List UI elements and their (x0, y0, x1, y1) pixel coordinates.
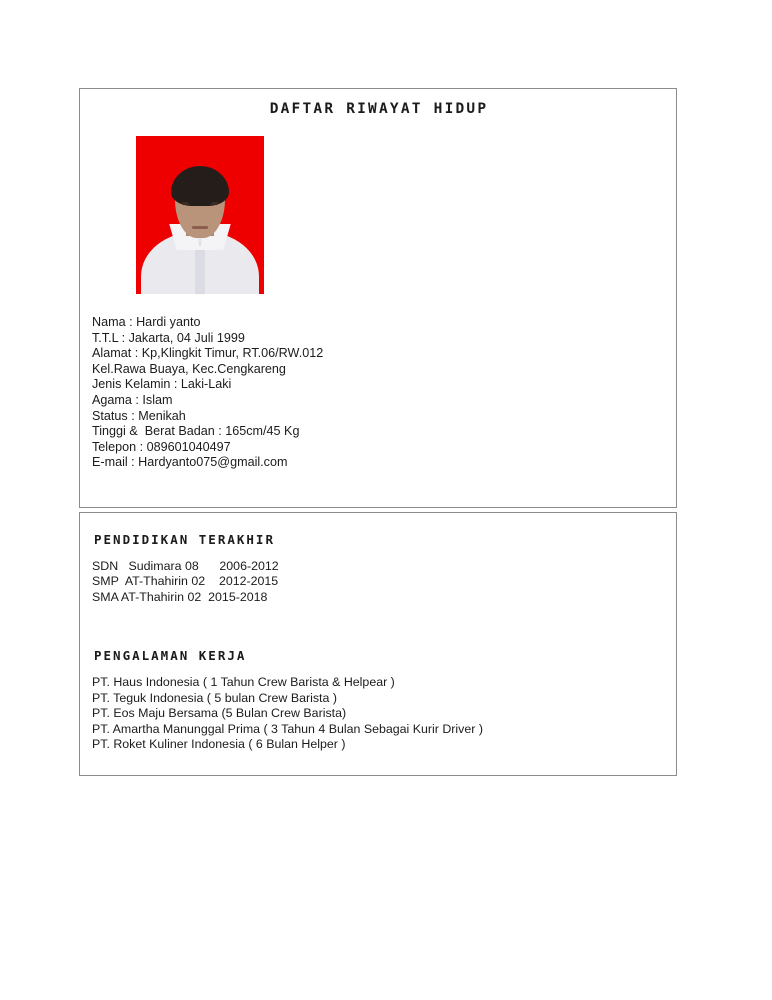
experience-row: PT. Teguk Indonesia ( 5 bulan Crew Barista ) (92, 690, 337, 705)
identity-line-alamat-cont: Kel.Rawa Buaya, Kec.Cengkareng (92, 361, 286, 376)
experience-row: PT. Eos Maju Bersama (5 Bulan Crew Barista) (92, 706, 347, 721)
education-row: SDN Sudimara 08 2006-2012 (92, 559, 279, 573)
id-photo (136, 136, 264, 294)
photo-eye-left (182, 202, 189, 205)
education-row: SMP AT-Thahirin 02 2012-2015 (92, 574, 279, 589)
identity-line-jenis-kelamin: Jenis Kelamin : Laki-Laki (92, 377, 232, 392)
photo-mouth (192, 226, 208, 229)
photo-eye-right (211, 202, 218, 205)
qualifications-section (79, 512, 677, 776)
education-row: SMA AT-Thahirin 02 2015-2018 (92, 589, 268, 604)
identity-line-alamat: Alamat : Kp,Klingkit Timur, RT.06/RW.012 (92, 346, 324, 361)
identity-section (79, 88, 677, 508)
identity-line-nama: Nama : Hardi yanto (92, 315, 201, 329)
experience-row: PT. Amartha Manunggal Prima ( 3 Tahun 4 Bulan Sebagai Kurir Driver ) (92, 721, 483, 736)
page-title: DAFTAR RIWAYAT HIDUP (269, 101, 489, 117)
education-heading: PENDIDIKAN TERAKHIR (94, 532, 275, 547)
identity-line-tinggi-berat: Tinggi & Berat Badan : 165cm/45 Kg (92, 424, 300, 439)
identity-line-telepon: Telepon : 089601040497 (92, 439, 231, 454)
identity-line-agama: Agama : Islam (92, 392, 173, 407)
experience-heading: PENGALAMAN KERJA (94, 648, 247, 663)
education-list (92, 559, 652, 605)
experience-row: PT. Roket Kuliner Indonesia ( 6 Bulan Helper ) (92, 737, 346, 752)
experience-list (92, 675, 662, 753)
identity-line-email: E-mail : Hardyanto075@gmail.com (92, 455, 288, 470)
identity-details (92, 315, 652, 471)
identity-line-ttl: T.T.L : Jakarta, 04 Juli 1999 (92, 330, 245, 345)
identity-line-status: Status : Menikah (92, 408, 186, 423)
experience-row: PT. Haus Indonesia ( 1 Tahun Crew Barista & Helpear ) (92, 675, 395, 689)
